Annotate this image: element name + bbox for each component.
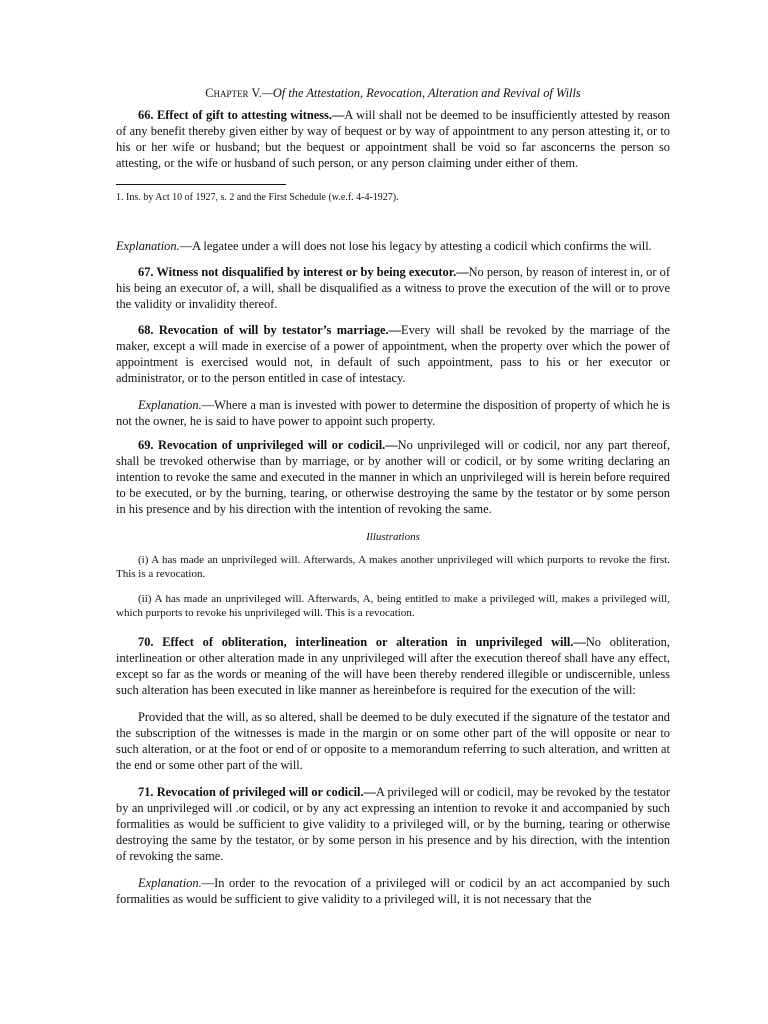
section-69-text: No unprivileged will or codicil, nor any part thereof, shall be trevoked otherwise than by marriage, or by another will or codicil, or by some writing declaring an intention to revoke the same and executed in the manner in which an unprivileged will is herein before required to be executed, or by the burning, tearing, or otherwise destroying the same by the testator or by some person in his presence and by his direction with the intention of revoking the same. (116, 438, 670, 516)
section-66-text: A will shall not be deemed to be insufficiently attested by reason of any benefit thereby given either by way of bequest or by way of appointment to any person attesting it, or to his or her wife or husband; but the bequest or appointment shall be void so far asconcerns the person so attesting, or the wife or husband of such person, or any person claiming under either of them. (116, 108, 671, 170)
chapter-subtitle: —Of the Attestation, Revocation, Alteration and Revival of Wills (261, 86, 581, 100)
explanation-text: —In order to the revocation of a privileged will or codicil by an act accompanied by such formalities as would be sufficient to give validity to a privileged will, it is not necessary that the (116, 876, 670, 906)
section-66-explanation (116, 238, 670, 254)
section-66-heading: 66. Effect of gift to attesting witness.— (138, 108, 345, 122)
chapter-heading (116, 86, 670, 101)
section-71 (116, 784, 670, 864)
section-66 (116, 107, 670, 171)
illustrations-heading: Illustrations (366, 531, 420, 543)
section-68 (116, 322, 670, 386)
section-68-text: Every will shall be revoked by the marriage of the maker, except a will made in exercise of a power of appointment, when the property over which the power of appointment is exercised would not, in default of such appointment, pass to his or her executor or administrator, or to the person entitled in case of intestacy. (116, 323, 670, 385)
chapter-label: Chapter V. (205, 86, 262, 100)
section-71-heading: 71. Revocation of privileged will or codicil.— (138, 785, 376, 799)
section-70 (116, 634, 670, 698)
explanation-label: Explanation. (116, 239, 180, 253)
section-70-text: No obliteration, interlineation or other alteration made in any unprivileged will after the execution thereof shall have any effect, except so far as the words or meaning of the will have been thereby rendered illegible or undiscernible, unless such alteration has been executed in like manner as hereinbefore is required for the execution of the will: (116, 635, 670, 697)
section-68-heading: 68. Revocation of will by testator’s marriage.— (138, 323, 402, 337)
explanation-text: —A legatee under a will does not lose his legacy by attesting a codicil which confirms the will. (179, 239, 652, 253)
section-70-heading: 70. Effect of obliteration, interlineation or alteration in unprivileged will.— (138, 635, 586, 649)
section-67-heading: 67. Witness not disqualified by interest or by being executor.— (138, 265, 469, 279)
section-71-text: A privileged will or codicil, may be revoked by the testator by an unprivileged will .or codicil, or by any act expressing an intention to revoke it and accompanied by such formalities as would be sufficient to give validity to a privileged will, or by the burning, tearing or otherwise destroying the same by the testator, or by some person in his presence and by his direction, with the intention of revoking the same. (116, 785, 670, 863)
section-71-explanation (116, 875, 670, 907)
illustration-item: (i) A has made an unprivileged will. Afterwards, A makes another unprivileged will which purports to revoke the first. This is a revocation. (116, 554, 670, 580)
section-69 (116, 437, 670, 517)
illustration-item: (ii) A has made an unprivileged will. Afterwards, A, being entitled to make a privileged will, makes a privileged will, which purports to revoke his unprivileged will. This is a revocation. (116, 593, 670, 619)
explanation-label: Explanation. (138, 876, 202, 890)
section-67-text: No person, by reason of interest in, or of his being an executor of, a will, shall be disqualified as a witness to prove the execution of the will or to prove the validity or invalidity thereof. (116, 265, 670, 311)
section-68-explanation (116, 397, 670, 429)
explanation-label: Explanation. (138, 398, 202, 412)
section-67 (116, 264, 670, 312)
section-70-proviso: Provided that the will, as so altered, shall be deemed to be duly executed if the signature of the testator and the subscription of the witnesses is made in the margin or on some other part of the will opposite or near to such alteration, or at the foot or end of or opposite to a memorandum referring to such alteration, and written at the end or some other part of the will. (116, 710, 670, 772)
footnote-divider (116, 184, 286, 185)
explanation-text: —Where a man is invested with power to determine the disposition of property of which he is not the owner, he is said to have power to appoint such property. (116, 398, 670, 428)
document-body (116, 86, 670, 907)
section-69-heading: 69. Revocation of unprivileged will or codicil.— (138, 438, 398, 452)
footnote: 1. Ins. by Act 10 of 1927, s. 2 and the First Schedule (w.e.f. 4-4-1927). (116, 192, 399, 203)
